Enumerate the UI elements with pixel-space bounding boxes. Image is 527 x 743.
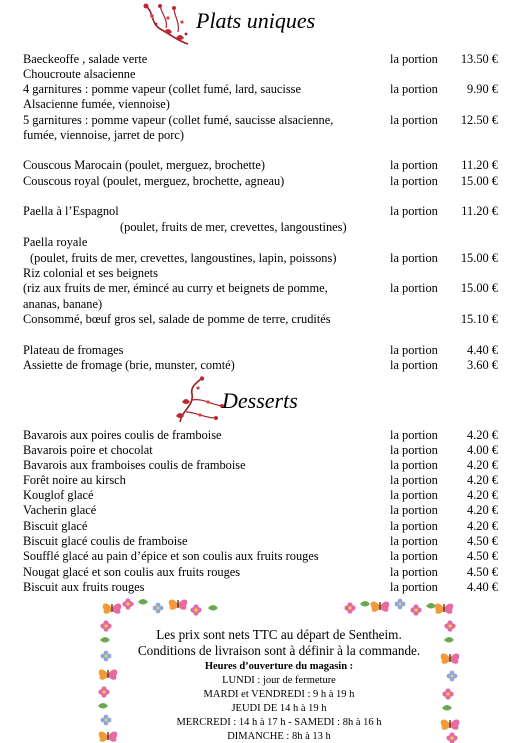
menu-item-row — [0, 488, 527, 503]
menu-item-description: Couscous royal (poulet, merguez, brochette, agneau) — [23, 174, 285, 188]
menu-item-unit: la portion — [390, 428, 438, 442]
menu-item-description: Bavarois aux framboises coulis de framboise — [23, 458, 246, 472]
menu-item-description: Plateau de fromages — [23, 343, 124, 357]
menu-item-row — [0, 458, 527, 473]
menu-item-description: Soufflé glacé au pain d’épice et son coulis aux fruits rouges — [23, 549, 319, 563]
menu-item-row — [0, 428, 527, 443]
menu-item-unit: la portion — [390, 113, 438, 127]
menu-item-row — [0, 534, 527, 549]
menu-item-unit: la portion — [390, 488, 438, 502]
menu-item-row — [0, 67, 527, 82]
opening-hours-line: MARDI et VENDREDI : 9 h à 19 h — [203, 689, 355, 700]
menu-item-price: 4.20 € — [467, 488, 498, 502]
menu-item-description: Biscuit glacé — [23, 519, 88, 533]
menu-item-description: Vacherin glacé — [23, 503, 97, 517]
menu-item-price: 4.50 € — [467, 565, 498, 579]
menu-item-price: 4.20 € — [467, 519, 498, 533]
menu-item-price: 12.50 € — [460, 113, 498, 127]
menu-item-description: Couscous Marocain (poulet, merguez, brochette) — [23, 158, 265, 172]
menu-item-description: fumée, viennoise, jarret de porc) — [23, 128, 185, 142]
opening-hours-line: JEUDI DE 14 h à 19 h — [231, 703, 327, 714]
menu-item-unit: la portion — [390, 52, 438, 66]
menu-item-description: Assiette de fromage (brie, munster, comté) — [23, 358, 235, 372]
menu-item-row — [0, 158, 527, 173]
desserts-section-title: Desserts — [222, 388, 298, 413]
menu-item-price: 3.60 € — [467, 358, 498, 372]
menu-item-description: Baeckeoffe , salade verte — [23, 52, 148, 66]
menu-item-unit: la portion — [390, 503, 438, 517]
menu-item-description: Consommé, bœuf gros sel, salade de pomme de terre, crudités — [23, 312, 331, 326]
opening-hours-line: DIMANCHE : 8h à 13 h — [227, 731, 331, 742]
menu-item-description: Biscuit glacé coulis de framboise — [23, 534, 188, 548]
menu-item-unit: la portion — [390, 343, 438, 357]
menu-item-row — [0, 549, 527, 564]
menu-item-description: 5 garnitures : pomme vapeur (collet fumé, saucisse alsacienne, — [23, 113, 334, 127]
menu-item-description: Riz colonial et ses beignets — [23, 266, 158, 280]
menu-item-row — [0, 297, 527, 312]
menu-item-row — [0, 580, 527, 595]
menu-item-row — [0, 473, 527, 488]
menu-item-price: 4.20 € — [467, 503, 498, 517]
menu-item-description: 4 garnitures : pomme vapeur (collet fumé, lard, saucisse — [23, 82, 302, 96]
menu-item-row — [0, 312, 527, 327]
menu-item-unit: la portion — [390, 473, 438, 487]
menu-item-row — [0, 128, 527, 143]
menu-item-price: 4.00 € — [467, 443, 498, 457]
menu-item-description: Paella royale — [23, 235, 88, 249]
menu-item-unit: la portion — [390, 251, 438, 265]
menu-item-unit: la portion — [390, 158, 438, 172]
menu-item-row — [0, 266, 527, 281]
menu-item-description: Forêt noire au kirsch — [23, 473, 126, 487]
menu-item-price: 13.50 € — [460, 52, 498, 66]
menu-item-row — [0, 235, 527, 250]
menu-item-row — [0, 281, 527, 296]
menu-item-unit: la portion — [390, 204, 438, 218]
opening-hours-line: LUNDI : jour de fermeture — [222, 675, 336, 686]
menu-item-price: 15.00 € — [460, 281, 498, 295]
menu-item-row — [0, 343, 527, 358]
menu-item-description: Bavarois aux poires coulis de framboise — [23, 428, 222, 442]
menu-item-description: Nougat glacé et son coulis aux fruits rouges — [23, 565, 241, 579]
menu-item-row — [0, 519, 527, 534]
menu-item-row — [0, 251, 527, 266]
menu-item-row — [0, 113, 527, 128]
menu-item-description: Bavarois poire et chocolat — [23, 443, 153, 457]
price-notice: Les prix sont nets TTC au départ de Sentheim. — [156, 627, 402, 642]
menu-item-row — [0, 358, 527, 373]
delivery-notice: Conditions de livraison sont à définir à la commande. — [137, 643, 421, 658]
menu-item-row — [0, 52, 527, 67]
menu-item-unit: la portion — [390, 580, 438, 594]
menu-item-price: 4.40 € — [467, 343, 498, 357]
menu-item-unit: la portion — [390, 458, 438, 472]
menu-item-unit: la portion — [390, 549, 438, 563]
menu-item-unit: la portion — [390, 174, 438, 188]
menu-item-unit: la portion — [390, 534, 438, 548]
floral-flourish-icon — [140, 2, 198, 46]
menu-item-description: Biscuit aux fruits rouges — [23, 580, 145, 594]
menu-item-row — [0, 82, 527, 97]
menu-item-unit: la portion — [390, 443, 438, 457]
menu-item-row — [0, 220, 527, 235]
menu-item-description: (poulet, fruits de mer, crevettes, langoustines, lapin, poissons) — [30, 251, 337, 265]
menu-item-row — [0, 204, 527, 219]
menu-item-price: 15.10 € — [460, 312, 498, 326]
menu-item-price: 4.20 € — [467, 473, 498, 487]
menu-item-row — [0, 443, 527, 458]
menu-item-unit: la portion — [390, 281, 438, 295]
menu-item-price: 4.50 € — [467, 534, 498, 548]
menu-item-price: 11.20 € — [461, 158, 498, 172]
menu-item-description: Kouglof glacé — [23, 488, 94, 502]
floral-flourish-icon — [172, 376, 228, 424]
menu-item-description: Alsacienne fumée, viennoise) — [23, 97, 170, 111]
menu-item-price: 4.50 € — [467, 549, 498, 563]
menu-item-unit: la portion — [390, 358, 438, 372]
menu-item-row — [0, 565, 527, 580]
menu-item-price: 4.40 € — [467, 580, 498, 594]
opening-hours-line: MERCREDI : 14 h à 17 h - SAMEDI : 8h à 16 h — [176, 717, 382, 728]
menu-item-price: 9.90 € — [467, 82, 498, 96]
menu-item-row — [0, 97, 527, 112]
opening-hours-title: Heures d’ouverture du magasin : — [204, 661, 354, 672]
menu-item-unit: la portion — [390, 565, 438, 579]
plats-section-title: Plats uniques — [196, 8, 316, 33]
menu-item-row — [0, 174, 527, 189]
menu-item-price: 4.20 € — [467, 428, 498, 442]
menu-item-unit: la portion — [390, 519, 438, 533]
menu-item-description: Paella à l’Espagnol — [23, 204, 119, 218]
menu-item-price: 15.00 € — [460, 174, 498, 188]
menu-item-row — [0, 503, 527, 518]
menu-item-price: 15.00 € — [460, 251, 498, 265]
menu-item-description: (riz aux fruits de mer, émincé au curry et beignets de pomme, — [23, 281, 328, 295]
menu-item-price: 4.20 € — [467, 458, 498, 472]
menu-item-unit: la portion — [390, 82, 438, 96]
menu-item-description: (poulet, fruits de mer, crevettes, langoustines) — [120, 220, 347, 234]
menu-item-price: 11.20 € — [461, 204, 498, 218]
menu-item-description: ananas, banane) — [23, 297, 103, 311]
menu-item-description: Choucroute alsacienne — [23, 67, 136, 81]
